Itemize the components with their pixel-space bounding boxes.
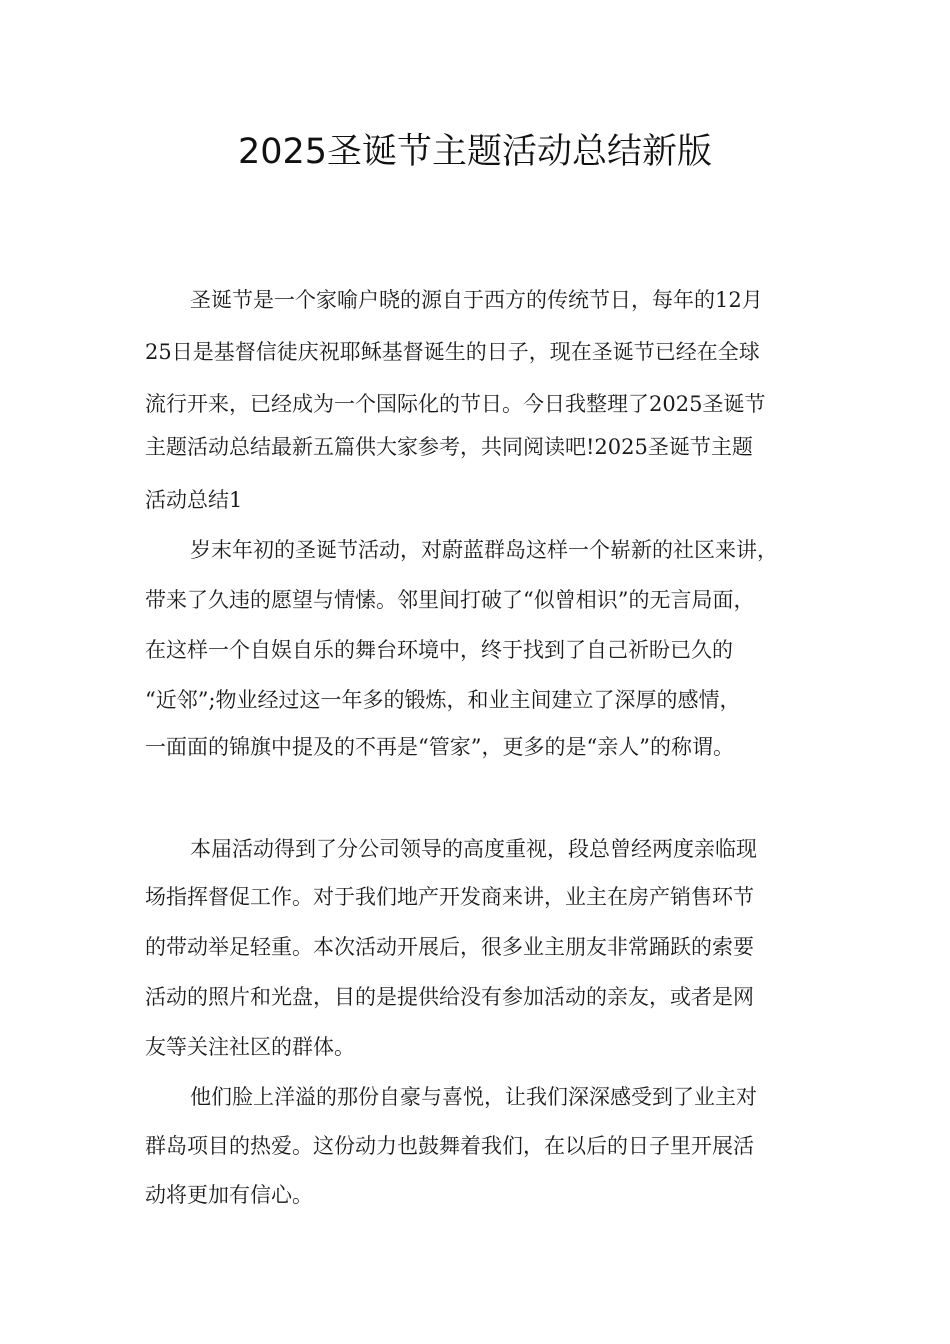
paragraph-1-line-2: 25日是基督信徒庆祝耶稣基督诞生的日子，现在圣诞节已经在全球	[145, 340, 760, 364]
paragraph-4-line-1: 他们脸上洋溢的那份自豪与喜悦，让我们深深感受到了业主对	[190, 1085, 757, 1109]
paragraph-2-line-2: 带来了久违的愿望与情愫。邻里间打破了“似曾相识”的无言局面，	[145, 588, 755, 612]
paragraph-3-line-2: 场指挥督促工作。对于我们地产开发商来讲，业主在房产销售环节	[145, 885, 754, 909]
paragraph-1-line-1: 圣诞节是一个家喻户晓的源自于西方的传统节日，每年的12月	[190, 288, 763, 312]
paragraph-3-line-4: 活动的照片和光盘，目的是提供给没有参加活动的亲友，或者是网	[145, 985, 754, 1009]
paragraph-3-line-3: 的带动举足轻重。本次活动开展后，很多业主朋友非常踊跃的索要	[145, 935, 754, 959]
document-title: 2025圣诞节主题活动总结新版	[237, 132, 713, 172]
paragraph-1-line-4: 主题活动总结最新五篇供大家参考，共同阅读吧!2025圣诞节主题	[145, 435, 753, 459]
paragraph-3-line-1: 本届活动得到了分公司领导的高度重视，段总曾经两度亲临现	[190, 837, 757, 861]
paragraph-3-line-5: 友等关注社区的群体。	[145, 1035, 355, 1059]
paragraph-2-line-4: “近邻”;物业经过这一年多的锻炼，和业主间建立了深厚的感情，	[145, 688, 741, 712]
paragraph-1-line-5: 活动总结1	[145, 488, 243, 512]
paragraph-4-line-2: 群岛项目的热爱。这份动力也鼓舞着我们，在以后的日子里开展活	[145, 1134, 754, 1158]
paragraph-2-line-3: 在这样一个自娱自乐的舞台环境中，终于找到了自己祈盼已久的	[145, 638, 733, 662]
paragraph-4-line-3: 动将更加有信心。	[145, 1183, 313, 1207]
paragraph-1-line-3: 流行开来，已经成为一个国际化的节日。今日我整理了2025圣诞节	[145, 392, 766, 416]
paragraph-2-line-1: 岁末年初的圣诞节活动，对蔚蓝群岛这样一个崭新的社区来讲，	[190, 538, 778, 562]
paragraph-2-line-5: 一面面的锦旗中提及的不再是“管家”，更多的是“亲人”的称谓。	[145, 735, 734, 759]
